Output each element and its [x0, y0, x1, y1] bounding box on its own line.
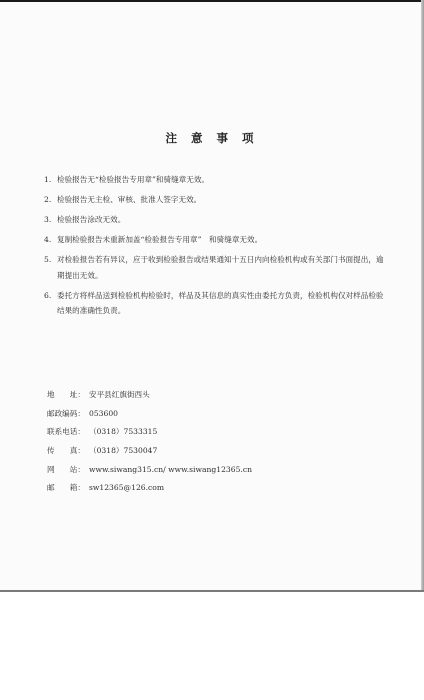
notice-text: 检验报告涂改无效。 [57, 215, 126, 224]
notice-text: 检验报告无主检、审核、批准人签字无效。 [57, 195, 202, 204]
contact-row-postcode [47, 404, 377, 423]
contact-row-address [47, 385, 377, 404]
contact-row-website [47, 460, 377, 479]
notice-number: 3. [44, 215, 52, 224]
notice-item-2 [44, 192, 384, 208]
phone-value: （0318）7533315 [89, 427, 158, 437]
website-value: www.siwang315.cn/ www.siwang12365.cn [89, 464, 252, 474]
address-value: 安平县红旗街西头 [89, 389, 150, 399]
notice-text: 复制检验报告未重新加盖“检验报告专用章” 和骑缝章无效。 [57, 235, 263, 244]
notice-item-4 [44, 232, 384, 248]
page-title: 注 意 事 项 [165, 131, 259, 145]
contact-label: 邮 箱： [47, 483, 85, 493]
contact-info [47, 385, 377, 497]
notice-number: 6. [44, 290, 52, 300]
notice-number: 1. [44, 175, 52, 184]
contact-row-phone [47, 422, 377, 441]
contact-label: 传 真： [47, 445, 85, 455]
notice-item-1 [44, 172, 384, 188]
contact-label: 联系电话： [47, 427, 85, 437]
scan-top-border [0, 0, 424, 2]
contact-label: 邮政编码： [47, 408, 85, 418]
notice-number: 5. [44, 255, 52, 264]
notice-item-5 [44, 252, 384, 283]
fax-value: （0318）7530047 [89, 445, 158, 455]
contact-row-email [47, 478, 377, 497]
email-value: sw12365@126.com [89, 483, 165, 493]
notice-item-3 [44, 212, 384, 228]
notice-text: 对检验报告若有异议，应于收到检验报告或结果通知十五日内向检验机构或有关部门书面提出，逾期提出无效。 [57, 255, 384, 280]
scan-bottom-edge [0, 590, 424, 592]
notice-list [44, 172, 384, 323]
notice-number: 2. [44, 195, 52, 204]
postcode-value: 053600 [89, 408, 118, 418]
notice-text: 委托方将样品送到检验机构检验时，样品及其信息的真实性由委托方负责，检验机构仅对样品检验结果的准确性负责。 [57, 290, 384, 315]
notice-item-6 [44, 288, 384, 319]
notice-text: 检验报告无“检验报告专用章”和骑缝章无效。 [57, 175, 210, 184]
notice-number: 4. [44, 235, 52, 244]
contact-row-fax [47, 441, 377, 460]
contact-label: 网 站： [47, 464, 85, 474]
contact-label: 地 址： [47, 389, 85, 399]
